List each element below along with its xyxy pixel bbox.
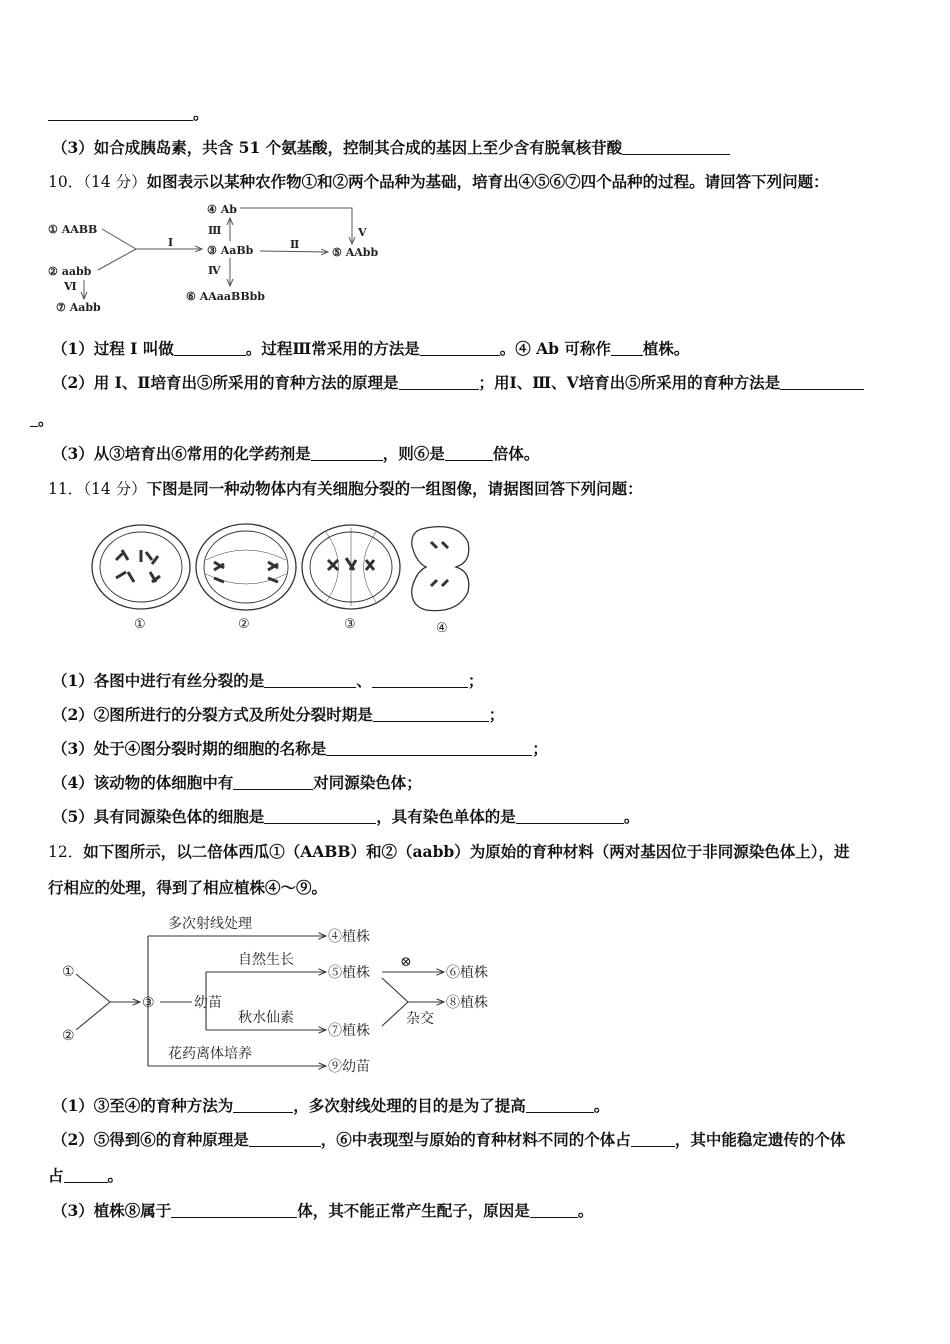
cross-line-2 [382,1002,408,1026]
q11-sub4: （4）该动物的体细胞中有 对同源染色体； [52,773,422,792]
q9-sub3: （3）如合成胰岛素，共含 51 个氨基酸，控制其合成的基因上至少含有脱氧核苷酸 [52,138,910,158]
node-5: ⑤植株 [328,965,370,981]
node-9: ⑨幼苗 [328,1059,370,1075]
answer-blank[interactable] [174,339,246,356]
answer-blank[interactable] [171,1201,297,1218]
answer-blank[interactable] [326,739,532,756]
node-5: ⑤ AAbb [332,246,379,259]
answer-blank[interactable] [445,444,493,461]
q10-sub2-cont: 。 [30,410,910,430]
branch-line-1 [102,229,136,249]
answer-blank[interactable] [311,444,383,461]
node-4: ④ Ab [207,203,237,216]
cell-label-1: ① [134,617,146,632]
seedling-visible: 幼苗 [194,995,222,1011]
node-6: ⑥植株 [446,965,488,981]
branch-line-2 [98,249,136,270]
q11-sub5: （5）具有同源染色体的细胞是 ，具有染色单体的是 。 [52,807,640,826]
answer-blank[interactable] [64,1166,108,1183]
node-6: ⑥ AAaaBBbb [186,290,265,303]
q11-sub1: （1）各图中进行有丝分裂的是 、 ； [52,671,484,690]
cross-label: 杂交 [406,1011,434,1027]
path-VI: Ⅵ [64,280,77,293]
answer-blank[interactable] [233,773,313,790]
answer-blank[interactable] [780,373,864,390]
q11-sub2: （2）②图所进行的分裂方式及所处分裂时期是 ； [52,705,505,724]
path-I: Ⅰ [168,236,174,249]
treat-natural: 自然生长 [238,952,294,968]
answer-blank[interactable] [264,807,376,824]
node-3: ③ [142,995,155,1011]
node-4: ④植株 [328,929,370,945]
node-1: ① [62,964,75,980]
q12-sub2-cont: 占 。 [48,1166,124,1185]
q10-sub3: （3）从③培育出⑥常用的化学药剂是 ，则⑥是 倍体。 [52,444,540,463]
cell-label-3: ③ [344,617,356,632]
cell-4 [412,527,469,611]
answer-blank[interactable] [526,1096,594,1113]
breeding-diagram-q12 [56,906,516,1086]
cell-label-4: ④ [436,621,448,636]
q12-stem-2: 行相应的处理，得到了相应植株④～⑨。 [48,878,328,897]
answer-blank[interactable] [516,807,624,824]
answer-blank[interactable] [530,1201,578,1218]
answer-blank[interactable] [264,671,356,688]
cell-1 [92,525,190,609]
node-7: ⑦植株 [328,1023,370,1039]
answer-blank[interactable] [399,373,479,390]
q10-sub2: （2）用 I、Ⅱ培育出⑤所采用的育种方法的原理是 ；用Ⅰ、Ⅲ、Ⅴ培育出⑤所采用的育种方法是 [52,373,910,393]
breeding-diagram-q10 [40,196,400,320]
q12-sub3: （3）植株⑧属于 体，其不能正常产生配子，原因是 。 [52,1201,594,1220]
node-8: ⑧植株 [446,995,488,1011]
answer-blank[interactable] [48,104,193,121]
node-2: ② aabb [48,265,92,278]
cell-label-2: ② [238,617,250,632]
answer-blank[interactable] [420,339,500,356]
node-2: ② [62,1028,75,1044]
branch-line-2 [76,1002,110,1030]
answer-blank[interactable] [622,138,730,155]
path-II: Ⅱ [290,238,300,251]
q11-stem: 11．（14 分）下图是同一种动物体内有关细胞分裂的一组图像，请据图回答下列问题： [48,479,643,498]
treat-anther: 花药离体培养 [168,1046,252,1062]
answer-line-end: 。 [48,104,910,124]
treat-radiation: 多次射线处理 [168,916,252,932]
answer-blank[interactable] [611,339,643,356]
q12-sub2: （2）⑤得到⑥的育种原理是 ，⑥中表现型与原始的育种材料不同的个体占 ，其中能稳定遗传的个体 [52,1130,846,1149]
path-V: Ⅴ [358,226,367,239]
cell-2 [196,524,296,610]
q10-sub1: （1）过程 I 叫做 。过程Ⅲ常采用的方法是 。④ Ab 可称作 植株。 [52,339,690,358]
node-3: ③ AaBb [207,244,254,257]
node-7: ⑦ Aabb [56,301,101,314]
q12-stem-1: 12．如下图所示，以二倍体西瓜①（AABB）和②（aabb）为原始的育种材料（两对基因位于非同源染色体上），进 [48,842,850,861]
cell-division-figures [86,520,486,640]
answer-blank[interactable] [631,1130,675,1147]
path-IV: Ⅳ [208,264,221,277]
q11-sub3: （3）处于④图分裂时期的细胞的名称是 ； [52,739,548,758]
path-III: Ⅲ [208,224,222,237]
q12-sub1: （1）③至④的育种方法为 ，多次射线处理的目的是为了提高 。 [52,1096,610,1115]
answer-blank[interactable] [30,410,38,427]
self-symbol: ⊗ [400,954,412,970]
answer-blank[interactable] [233,1096,293,1113]
node-1: ① AABB [48,223,98,236]
arrow-II [260,251,328,252]
branch-line-1 [76,974,110,1002]
answer-blank[interactable] [372,671,468,688]
answer-blank[interactable] [373,705,489,722]
answer-blank[interactable] [249,1130,321,1147]
q10-stem: 10．（14 分）如图表示以某种农作物①和②两个品种为基础，培育出④⑤⑥⑦四个品种的过程。请回答下列问题： [48,172,829,191]
treat-colchicine: 秋水仙素 [238,1010,294,1026]
cell-3 [302,525,400,609]
cross-line-1 [382,978,408,1002]
